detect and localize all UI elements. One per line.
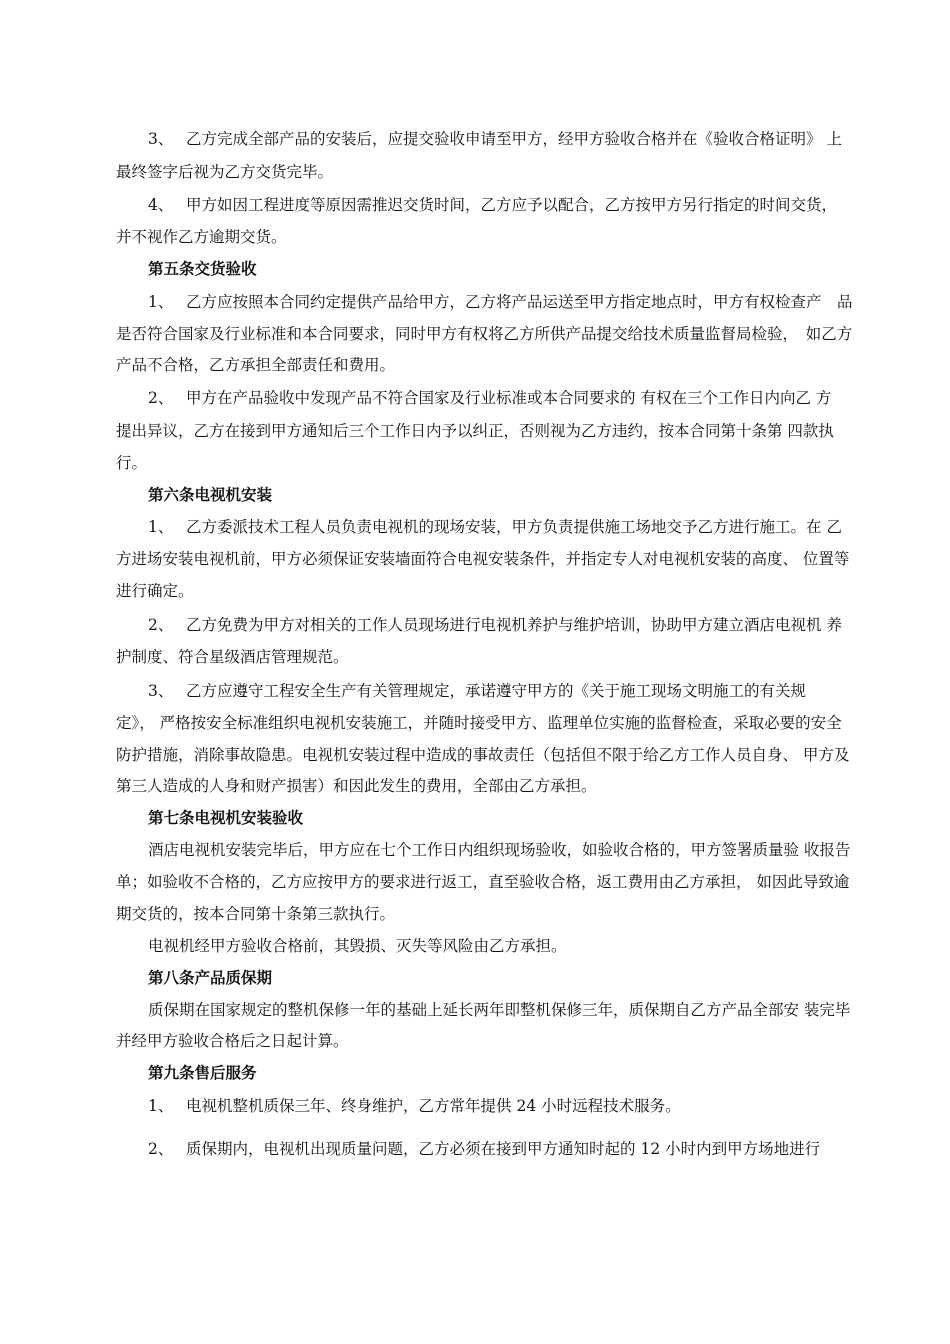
text-line: 单；如验收不合格的，乙方应按甲方的要求进行返工，直至验收合格，返工费用由乙方承担， 如因此导致逾: [116, 873, 850, 891]
text-line: 1、 乙方应按照本合同约定提供产品给甲方，乙方将产品运送至甲方指定地点时，甲方有权检查产 品: [148, 293, 853, 311]
text-line: 进行确定。: [116, 582, 194, 600]
text-line: 3、 乙方应遵守工程安全生产有关管理规定，承诺遵守甲方的《关于施工现场文明施工的有关规: [148, 682, 807, 700]
text-line: 第三人造成的人身和财产损害）和因此发生的费用，全部由乙方承担。: [116, 777, 597, 795]
text-line: 行。: [116, 454, 148, 472]
text-line: 并经甲方验收合格后之日起计算。: [116, 1032, 349, 1050]
text-line: 电视机经甲方验收合格前，其毁损、灭失等风险由乙方承担。: [148, 937, 567, 955]
text-line: 2、 质保期内，电视机出现质量问题，乙方必须在接到甲方通知时起的 12 小时内到甲方场地进行: [148, 1140, 821, 1158]
text-line: 1、 电视机整机质保三年、终身维护，乙方常年提供 24 小时远程技术服务。: [148, 1097, 681, 1115]
text-line: 并不视作乙方逾期交货。: [116, 228, 287, 246]
text-line: 1、 乙方委派技术工程人员负责电视机的现场安装，甲方负责提供施工场地交予乙方进行施工。在 乙: [148, 518, 842, 536]
section-heading: 第八条产品质保期: [148, 968, 273, 987]
text-line: 产品不合格，乙方承担全部责任和费用。: [116, 356, 396, 374]
section-heading: 第六条电视机安装: [148, 485, 273, 504]
text-line: 方进场安装电视机前，甲方必须保证安装墙面符合电视安装条件，并指定专人对电视机安装的高度、 位置等: [116, 550, 850, 568]
text-line: 提出异议，乙方在接到甲方通知后三个工作日内予以纠正，否则视为乙方违约，按本合同第十条第 四款执: [116, 422, 834, 440]
section-heading: 第九条售后服务: [148, 1063, 257, 1082]
text-line: 期交货的，按本合同第十条第三款执行。: [116, 905, 396, 923]
text-line: 3、 乙方完成全部产品的安装后，应提交验收申请至甲方，经甲方验收合格并在《验收合格证明》 上: [148, 130, 842, 148]
text-line: 护制度、符合星级酒店管理规范。: [116, 648, 349, 666]
text-line: 定》， 严格按安全标准组织电视机安装施工，并随时接受甲方、监理单位实施的监督检查，采取必要的安全: [116, 714, 842, 732]
text-line: 质保期在国家规定的整机保修一年的基础上延长两年即整机保修三年，质保期自乙方产品全部安 装完毕: [148, 1001, 851, 1019]
section-heading: 第五条交货验收: [148, 259, 257, 278]
text-line: 防护措施，消除事故隐患。电视机安装过程中造成的事故责任（包括但不限于给乙方工作人员自身、 甲方及: [116, 746, 850, 764]
text-line: 4、 甲方如因工程进度等原因需推迟交货时间，乙方应予以配合，乙方按甲方另行指定的时间交货，: [148, 196, 838, 214]
section-heading: 第七条电视机安装验收: [148, 808, 304, 827]
text-line: 是否符合国家及行业标准和本合同要求，同时甲方有权将乙方所供产品提交给技术质量监督局检验， 如乙方: [116, 325, 853, 343]
text-line: 酒店电视机安装完毕后，甲方应在七个工作日内组织现场验收，如验收合格的，甲方签署质量验 收报告: [148, 841, 851, 859]
text-line: 2、 乙方免费为甲方对相关的工作人员现场进行电视机养护与维护培训，协助甲方建立酒店电视机 养: [148, 616, 842, 634]
text-line: 2、 甲方在产品验收中发现产品不符合国家及行业标准或本合同要求的 有权在三个工作日内向乙 方: [148, 389, 832, 407]
text-line: 最终签字后视为乙方交货完毕。: [116, 163, 334, 181]
